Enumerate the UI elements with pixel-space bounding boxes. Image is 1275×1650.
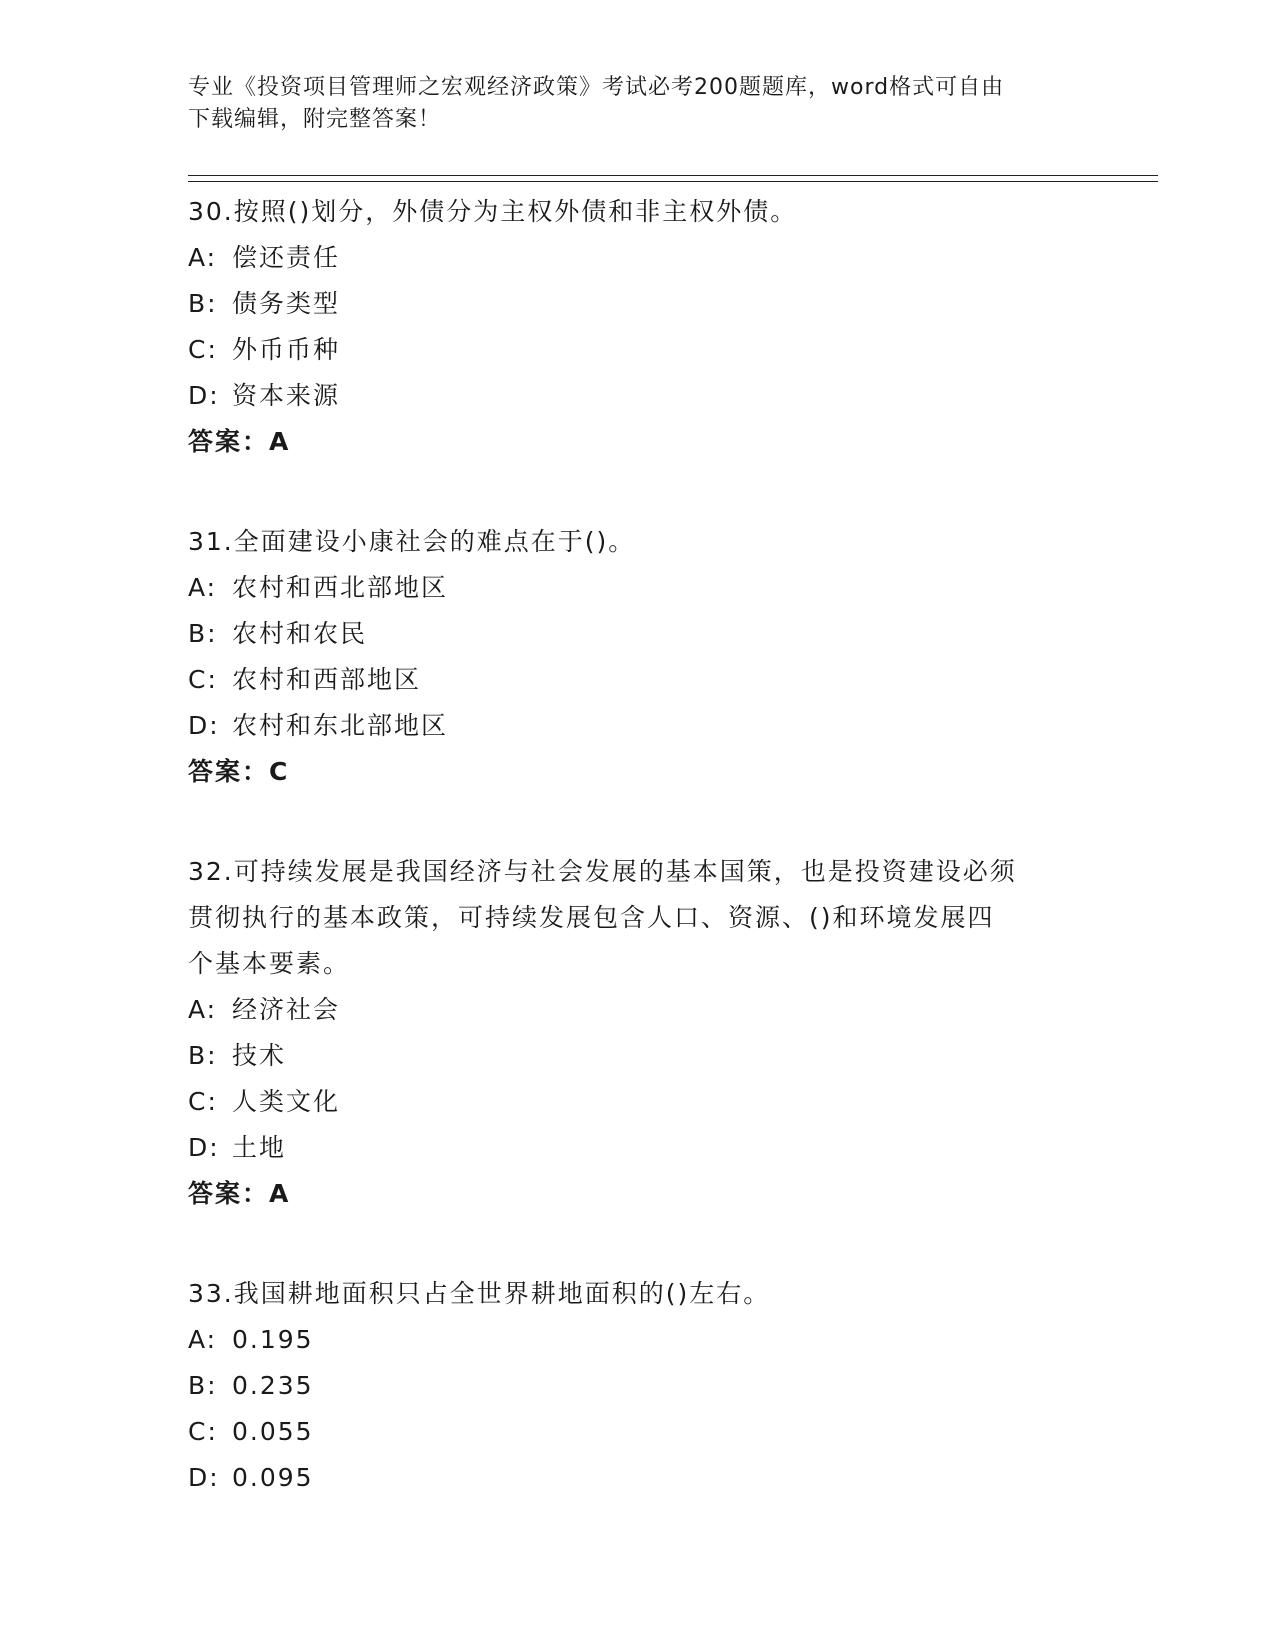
question-list xyxy=(188,189,1088,1555)
header-divider-top xyxy=(188,175,1158,176)
option-label: B: xyxy=(188,1041,218,1070)
header-line-2: 下载编辑，附完整答案！ xyxy=(188,107,442,132)
option-label: C: xyxy=(188,1087,218,1116)
question-stem: 33.我国耕地面积只占全世界耕地面积的()左右。 xyxy=(188,1279,771,1308)
option-text: 农村和东北部地区 xyxy=(232,711,449,740)
option-b xyxy=(188,1363,1088,1409)
answer-line: 答案：A xyxy=(188,427,291,456)
option-text: 农村和西北部地区 xyxy=(232,573,449,602)
option-text: 农村和西部地区 xyxy=(232,665,422,694)
header-divider-bottom xyxy=(188,181,1158,182)
option-d xyxy=(188,1125,1088,1171)
question-31 xyxy=(188,519,1088,795)
option-text: 农村和农民 xyxy=(232,619,368,648)
option-text: 土地 xyxy=(232,1133,287,1162)
question-stem: 31.全面建设小康社会的难点在于()。 xyxy=(188,527,636,556)
option-label: D: xyxy=(188,711,220,740)
option-label: A: xyxy=(188,995,218,1024)
question-stem-line-1: 32.可持续发展是我国经济与社会发展的基本国策，也是投资建设必须 xyxy=(188,857,1017,886)
question-stem-line-3: 个基本要素。 xyxy=(188,949,351,978)
option-a xyxy=(188,235,1088,281)
document-header xyxy=(188,72,1088,136)
option-label: C: xyxy=(188,665,218,694)
question-stem-line-2: 贯彻执行的基本政策，可持续发展包含人口、资源、()和环境发展四 xyxy=(188,903,995,932)
option-label: A: xyxy=(188,243,218,272)
option-b xyxy=(188,281,1088,327)
option-b xyxy=(188,611,1088,657)
option-c xyxy=(188,1409,1088,1455)
option-label: B: xyxy=(188,619,218,648)
question-32 xyxy=(188,849,1088,1217)
option-text: 人类文化 xyxy=(232,1087,341,1116)
option-text: 资本来源 xyxy=(232,381,341,410)
option-text: 0.195 xyxy=(232,1325,314,1354)
option-text: 偿还责任 xyxy=(232,243,341,272)
option-text: 技术 xyxy=(232,1041,287,1070)
option-a xyxy=(188,987,1088,1033)
question-stem: 30.按照()划分，外债分为主权外债和非主权外债。 xyxy=(188,197,798,226)
option-d xyxy=(188,703,1088,749)
option-c xyxy=(188,1079,1088,1125)
option-d xyxy=(188,373,1088,419)
option-label: C: xyxy=(188,1417,218,1446)
option-c xyxy=(188,657,1088,703)
answer-line: 答案：A xyxy=(188,1179,291,1208)
option-text: 债务类型 xyxy=(232,289,341,318)
option-text: 经济社会 xyxy=(232,995,341,1024)
question-33 xyxy=(188,1271,1088,1501)
option-label: D: xyxy=(188,1133,220,1162)
option-a xyxy=(188,565,1088,611)
option-label: A: xyxy=(188,1325,218,1354)
option-label: D: xyxy=(188,1463,220,1492)
header-line-1: 专业《投资项目管理师之宏观经济政策》考试必考200题题库，word格式可自由 xyxy=(188,75,1005,100)
option-text: 外币币种 xyxy=(232,335,341,364)
option-label: B: xyxy=(188,1371,218,1400)
option-d xyxy=(188,1455,1088,1501)
option-label: A: xyxy=(188,573,218,602)
option-label: B: xyxy=(188,289,218,318)
option-label: D: xyxy=(188,381,220,410)
option-a xyxy=(188,1317,1088,1363)
option-text: 0.235 xyxy=(232,1371,314,1400)
option-text: 0.095 xyxy=(232,1463,314,1492)
option-c xyxy=(188,327,1088,373)
option-b xyxy=(188,1033,1088,1079)
question-30 xyxy=(188,189,1088,465)
answer-line: 答案：C xyxy=(188,757,290,786)
option-text: 0.055 xyxy=(232,1417,314,1446)
option-label: C: xyxy=(188,335,218,364)
